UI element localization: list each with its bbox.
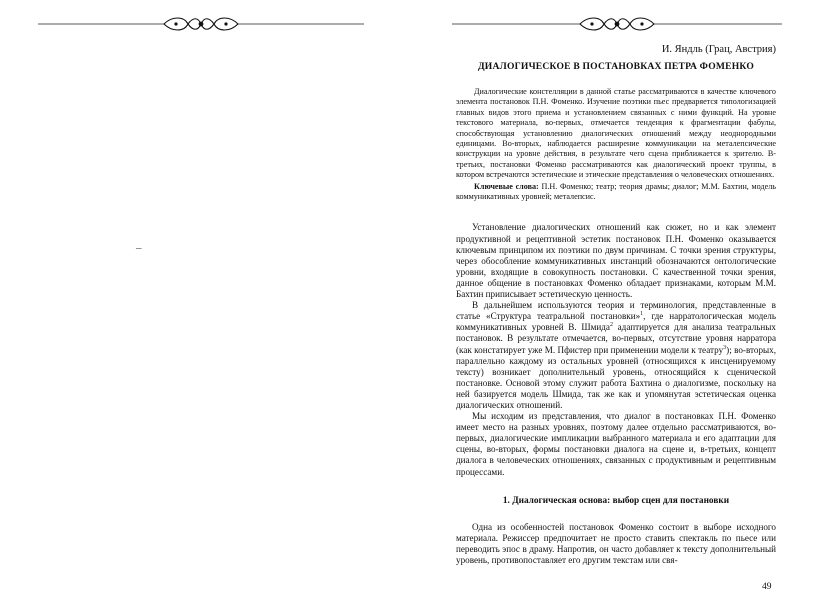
page-number: 49 (762, 582, 772, 592)
keywords (456, 182, 776, 203)
article-title: ДИАЛОГИЧЕСКОЕ В ПОСТАНОВКАХ ПЕТРА ФОМЕНКО (478, 61, 754, 72)
paragraph-2-part-c: адаптируется для анализа театральных постановок. В результате отмечается, во-первых, отсутствие уровня нарратора (как констатирует уже М. Пфистер при применении модели к театру (456, 322, 776, 355)
footnote-ref-3: 3 (723, 344, 727, 351)
abstract: Диалогические констелляции в данной статье рассматриваются в качестве ключевого элемента постановок П.Н. Фоменко. Изучение поэтики пьес предваряется типологизацией главных видов этого приема и установлением связанных с ними функций. На уровне текстового материала, во-первых, отмечается тенденция к фрагментации фабулы, способствующая установлению диалогических отношений между неоднородными единицами. Во-вторых, наблюдается расширение коммуникации на металепсические конструкции на уровне действия, в результате чего сцена приближается к зрителю. В-третьих, постановки Фоменко рассматриваются как диалогический проект труппы, в котором встречаются эстетические и этические представления о человеческих отношениях. (456, 87, 776, 180)
paragraph-2-part-b: , где нарратологическая модель коммуникативных уровней В. Шмида (456, 311, 776, 333)
paragraph-1: Установление диалогических отношений как сюжет, но и как элемент продуктивной и рецептивной эстетик постановок П.Н. Фоменко оказывается ключевым принципом их поэтики по двум причинам. С точки зрения структуры, через обособление коммуникативных инстанций обозначаются онтологические уровни, входящие в совокупность постановки. С качественной точки зрения, данное общение в постановках Фоменко обладает признаками, которым М.М. Бахтин приписывает эстетическую ценность. (456, 222, 776, 300)
section-heading: 1. Диалогическая основа: выбор сцен для постановки (502, 495, 730, 506)
keywords-label: Ключевые слова: (474, 181, 539, 191)
paragraph-2-part-a: В дальнейшем используются теория и терминология, представленные в статье «Структура театральной постановки» (456, 300, 776, 322)
article-page (456, 40, 776, 566)
keywords-text: П.Н. Фоменко; театр; теория драмы; диалог; М.М. Бахтин, модель коммуникативных уровней; металепсис. (456, 181, 777, 202)
header-ornament-left (38, 14, 364, 34)
paragraph-3: Мы исходим из представления, что диалог в постановках П.Н. Фоменко имеет место на разных уровнях, поэтому далее отдельно рассматриваются, во-первых, диалогические импликации выбранного материала и его адаптации для сцены, во-вторых, формы постановки диалога на сцене и, в-третьих, концепт диалога в человеческих отношениях, связанных с продуктивным и рецептивным процессами. (456, 411, 776, 477)
paragraph-4: Одна из особенностей постановок Фоменко состоит в выборе исходного материала. Режиссер предпочитает не просто ставить спектакль по пьесе или переводить эпос в драму. Напротив, он часто добавляет к тексту дополнительный уровень, противопоставляет его другим текстам или свя- (456, 521, 776, 565)
header-ornament-right (452, 14, 782, 34)
footnote-ref-2: 2 (609, 322, 613, 329)
author-line: И. Яндль (Грац, Австрия) (661, 44, 776, 55)
left-page-mark: _ (136, 238, 142, 250)
paragraph-2 (456, 300, 776, 411)
footnote-ref-1: 1 (640, 311, 644, 318)
paragraph-2-part-d: ); во-вторых, параллельно каждому из остальных уровней (относящихся к инсценируемому тексту) возникает дополнительный уровень, относящийся к сценической постановке. Основой этому служит работа Бахтина о диалогизме, поскольку на ней базируется модель Шмида, так же как и упомянутая эстетическая оценка диалогических отношений. (456, 344, 776, 410)
